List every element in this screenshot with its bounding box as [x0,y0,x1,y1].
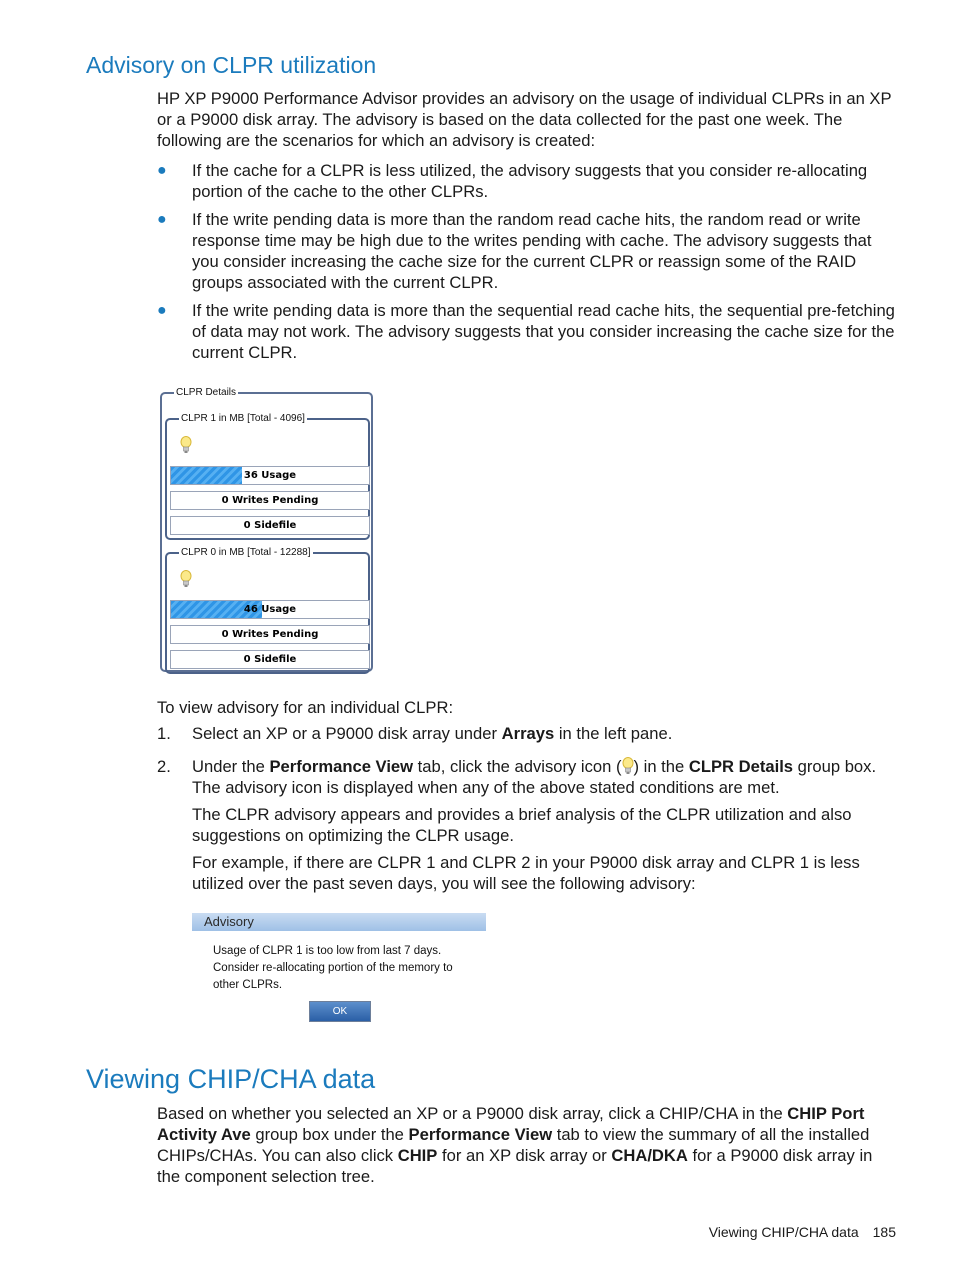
advisory-dialog-title: Advisory [192,913,486,931]
clpr-details-groupbox [160,387,373,672]
procedure-intro: To view advisory for an individual CLPR: [157,698,454,717]
advisory-dialog-message: Usage of CLPR 1 is too low from last 7 days. Consider re-allocating portion of the memory to other CLPRs. [213,945,453,991]
usage-bar-label: 46 Usage [243,604,297,615]
ok-button[interactable]: OK [309,1001,371,1022]
step-text: Select an XP or a P9000 disk array under Arrays in the left pane. [192,724,673,743]
page-footer [709,1224,896,1240]
sidefile-bar [170,516,370,535]
ui-term-performance-view: Performance View [408,1125,553,1144]
ui-term-chip-port-activity: CHIP Port Activity Ave [157,1104,865,1144]
bullet-dot-icon: ● [157,162,167,179]
intro-paragraph: HP XP P9000 Performance Advisor provides an advisory on the usage of individual CLPRs in an XP or a P9000 disk array. The advisory is based on the data collected for the past one week. The following are the scenarios for which an advisory is created: [157,89,892,150]
section-heading-chip-cha: Viewing CHIP/CHA data [86,1064,376,1094]
ui-term-chip: CHIP [397,1146,438,1165]
page-number: 185 [872,1224,896,1240]
step-text: Under the Performance View tab, click the advisory icon ( ) in the CLPR Details group box. The advisory icon is displayed when any of the above stated conditions are met. [192,757,877,797]
procedure-step [157,723,899,744]
bullet-dot-icon: ● [157,211,167,228]
procedure-step [157,756,899,798]
ui-term-cha-dka: CHA/DKA [611,1146,688,1165]
bullet-text: If the write pending data is more than the sequential read cache hits, the sequential pre-fetching of data may not work. The advisory suggests that you consider increasing the cache size for the current CLPR. [192,301,895,362]
running-title: Viewing CHIP/CHA data [708,1224,859,1240]
bullet-item [157,300,899,363]
advisory-bulb-icon[interactable] [180,570,192,588]
clpr-group-title: CLPR 1 in MB [Total - 4096] [181,413,305,424]
bullet-text: If the write pending data is more than the random read cache hits, the random read or write response time may be high due to the writes pending with cache. The advisory suggests that you consider increasing the cache size for the current CLPR or reassign some of the RAID groups associated with the current CLPR. [192,210,872,292]
clpr-details-title: CLPR Details [176,387,237,398]
clpr-group [165,413,370,540]
bullet-text: If the cache for a CLPR is less utilized, the advisory suggests that you consider re-allocating portion of the cache to the other CLPRs. [192,161,868,201]
ui-term-performance-view: Performance View [269,757,414,776]
clpr-group [165,547,370,674]
step2-paragraph: The CLPR advisory appears and provides a brief analysis of the CLPR utilization and also suggestions on optimizing the CLPR usage. [192,805,852,845]
ui-term-clpr-details: CLPR Details [688,757,794,776]
advisory-bulb-icon [622,757,634,775]
writes-pending-bar [170,491,370,510]
step2-paragraph: For example, if there are CLPR 1 and CLPR 2 in your P9000 disk array and CLPR 1 is less utilized over the past seven days, you will see the following advisory: [192,853,860,893]
bullet-item [157,209,899,293]
writes-pending-label: 0 Writes Pending [221,629,319,640]
sidefile-bar [170,650,370,669]
clpr-group-title: CLPR 0 in MB [Total - 12288] [181,547,311,558]
writes-pending-bar [170,625,370,644]
step-number: 2. [157,757,171,776]
sidefile-label: 0 Sidefile [243,654,297,665]
sidefile-label: 0 Sidefile [243,520,297,531]
section-heading-advisory: Advisory on CLPR utilization [86,52,377,78]
bullet-dot-icon: ● [157,302,167,319]
advisory-bulb-icon[interactable] [180,436,192,454]
chip-cha-paragraph: Based on whether you selected an XP or a P9000 disk array, click a CHIP/CHA in the CHIP Port Activity Ave group box under the Performance View tab to view the summary of all the installed CHIPs/CHAs. You can also click CHIP for an XP disk array or CHA/DKA for a P9000 disk array in the component selection tree. [157,1104,873,1186]
writes-pending-label: 0 Writes Pending [221,495,319,506]
advisory-dialog [192,913,486,1025]
usage-bar-label: 36 Usage [243,470,297,481]
ui-term-arrays: Arrays [501,724,555,743]
step-number: 1. [157,724,171,743]
usage-bar [170,466,370,485]
bullet-item [157,160,899,202]
usage-bar [170,600,370,619]
